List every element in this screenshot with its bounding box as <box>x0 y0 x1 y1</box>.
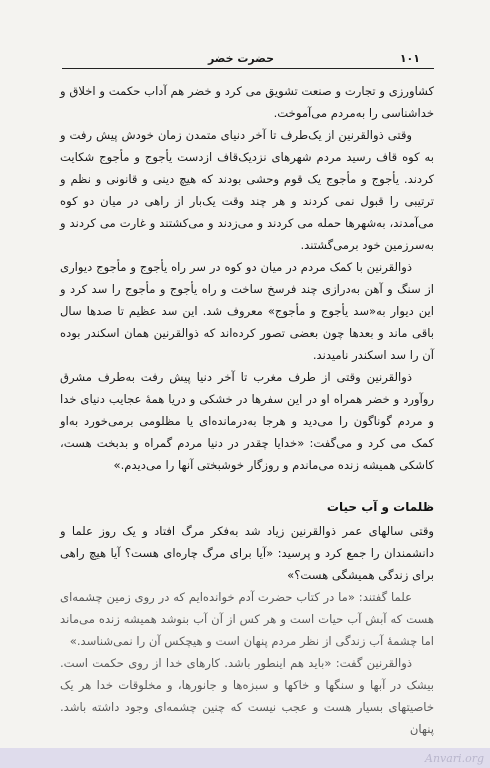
page-number: ۱۰۱ <box>399 52 420 65</box>
paragraph-1: کشاورزی و تجارت و صنعت تشویق می کرد و خضر هم آداب حکمت و اخلاق و خداشناسی را به‌مردم می‌آموخت. <box>60 84 434 120</box>
section-paragraph-3: ذوالقرنین گفت: «باید هم اینطور باشد. کارهای خدا از روی حکمت است. بیشک در آبها و سنگها و خاکها و سبزه‌ها و جانورها، و مخلوقات خدا هر یک خاصیتهای بسیار هست و عجب نیست که چنین چشمه‌ای وجود داشته باشد. پنهان <box>60 656 434 736</box>
page-header <box>62 50 420 70</box>
page-content <box>60 80 434 740</box>
header-rule <box>62 68 434 69</box>
watermark: Anvari.org <box>425 752 484 765</box>
footer-strip <box>0 748 490 768</box>
running-title: حضرت خضر <box>207 52 275 65</box>
paragraph-3: ذوالقرنین با کمک مردم در میان دو کوه در سر راه یأجوج و مأجوج دیواری از سنگ و آهن به‌درازی چند فرسخ ساخت و راه یأجوج و مأجوج را سد کرد و این دیوار به‌«سد یأجوج و مأجوج» معروف شد. این سد عظیم تا صدها سال باقی ماند و بعدها چون بعضی تصور کرده‌اند که ذوالقرنین همان اسکندر بوده آن را سد اسکندر نامیدند. <box>60 260 434 362</box>
section-paragraph-2: علما گفتند: «ما در کتاب حضرت آدم خوانده‌ایم که در روی زمین چشمه‌ای هست که آبش آب حیات است و هر کس از آن آب بنوشد همیشه زنده می‌ماند اما چشمهٔ آب زندگی از نظر مردم پنهان است و هیچکس آن را نمی‌شناسد.» <box>60 590 434 648</box>
paragraph-4: ذوالقرنین وقتی از طرف مغرب تا آخر دنیا پیش رفت به‌طرف مشرق روآورد و خضر همراه او در این سفرها در خشکی و دریا همهٔ عجایب دنیای خدا و مردم گوناگون را می‌دید و هرجا به‌درمانده‌ای یا مظلومی برمی‌خورد به‌او کمک می کرد و می‌گفت: «خدایا چقدر در دنیا مردم گمراه و بدبخت هست، کاشکی همیشه زنده می‌ماندم و روزگار خوشبختی آنها را می‌دیدم.» <box>60 370 434 472</box>
paragraph-2: وقتی ذوالقرنین از یک‌طرف تا آخر دنیای متمدن زمان خودش پیش رفت و به کوه قاف رسید مردم شهرهای نزدیک‌قاف ازدست یأجوج و مأجوج شکایت کردند. یأجوج و مأجوج یک قوم وحشی بودند که هیچ دینی و قانونی و نظم و ترتیبی را قبول نمی کردند و هر چند وقت یک‌بار از راهی در میان دو کوه می‌آمدند، به‌شهرها حمله می کردند و می‌زدند و می‌کشتند و غارت می کردند و به‌سرزمین خود برمی‌گشتند. <box>60 128 434 252</box>
section-title: ظلمات و آب حیات <box>326 500 434 514</box>
section-paragraph-1: وقتی سالهای عمر ذوالقرنین زیاد شد به‌فکر مرگ افتاد و یک روز علما و دانشمندان را جمع کرد و پرسید: «آیا برای مرگ چاره‌ای هست؟ آیا هیچ راهی برای زندگی همیشگی هست؟» <box>60 524 434 582</box>
